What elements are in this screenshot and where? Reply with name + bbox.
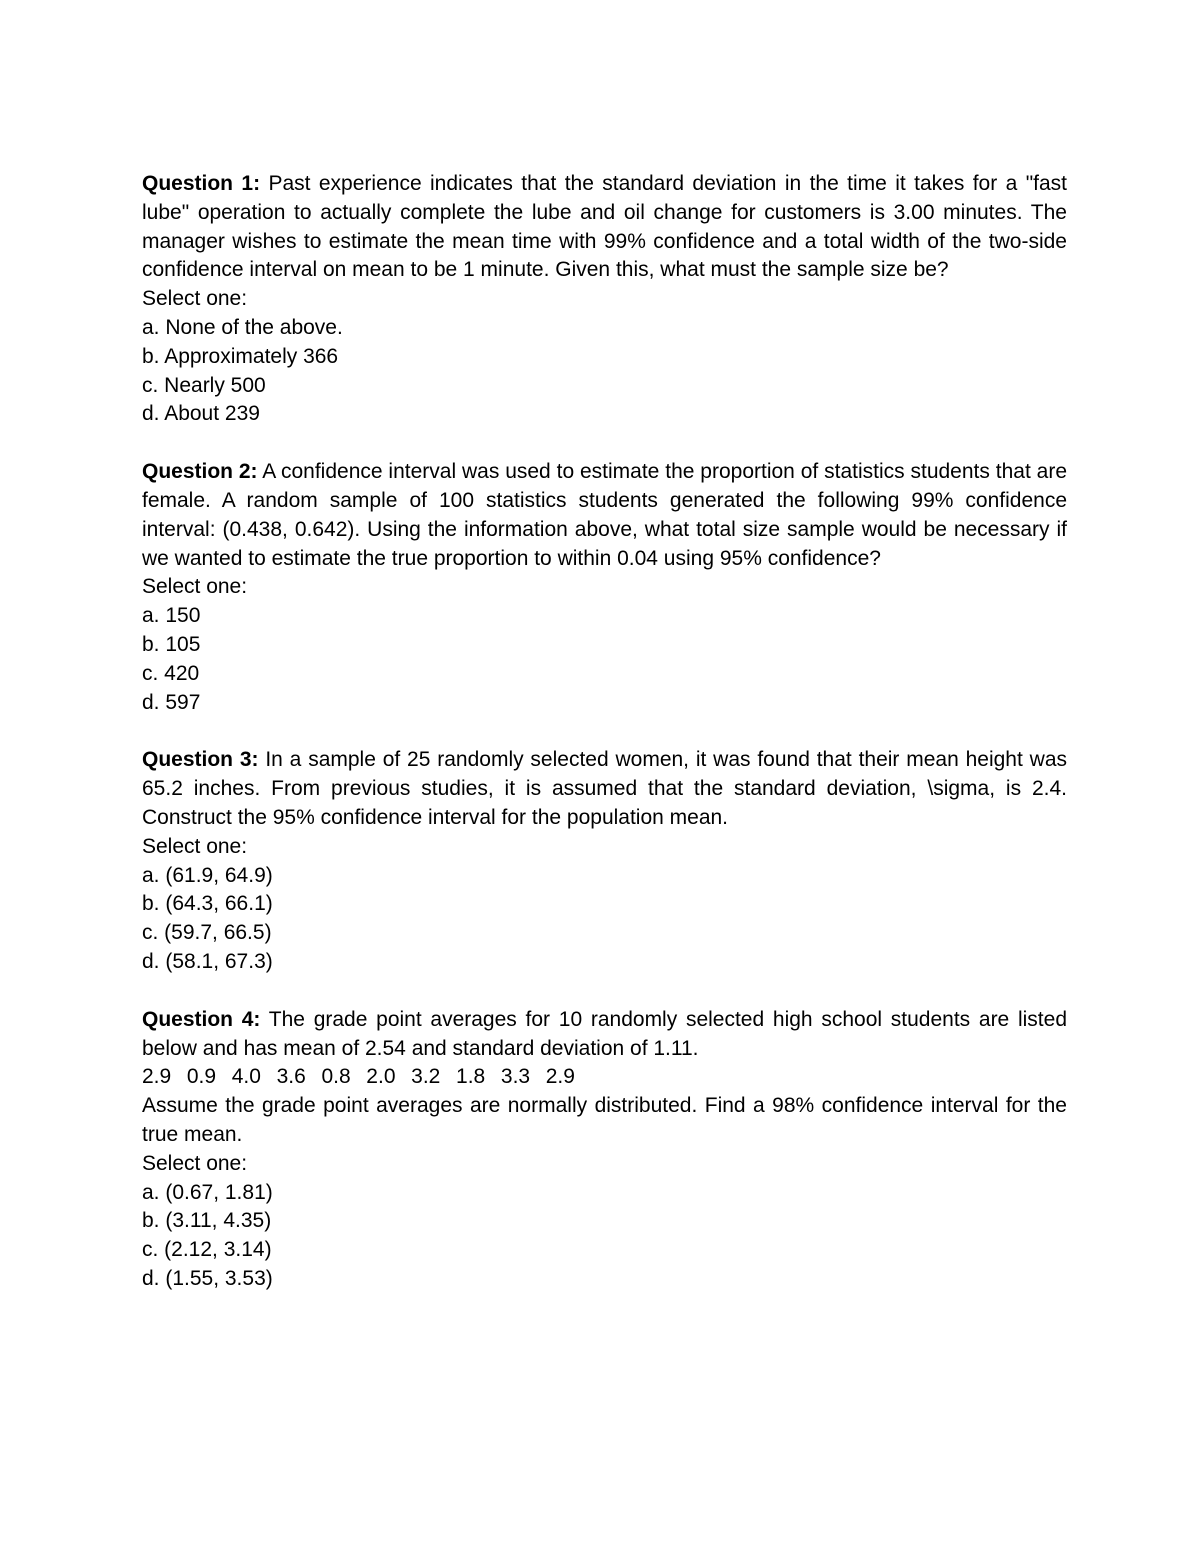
question-stem xyxy=(142,746,1067,832)
answer-option-d: d. 597 xyxy=(142,690,201,714)
question-1 xyxy=(142,170,1067,429)
answer-option-a: a. (0.67, 1.81) xyxy=(142,1180,273,1204)
answer-option-b: b. (64.3, 66.1) xyxy=(142,892,273,916)
question-text: In a sample of 25 randomly selected women, it was found that their mean height was 65.2 inches. From previous studies, it is assumed that the standard deviation, \sigma, is 2.4. Construct the 95% confidence interval for the population mean. xyxy=(142,748,1067,829)
select-prompt: Select one: xyxy=(142,1151,248,1175)
question-text: Past experience indicates that the standard deviation in the time it takes for a "fast lube" operation to actually complete the lube and oil change for customers is 3.00 minutes. The manager wishes to estimate the mean time with 99% confidence and a total width of the two-side confidence interval on mean to be 1 minute. Given this, what must the sample size be? xyxy=(142,172,1067,282)
question-label: Question 3: xyxy=(142,748,259,772)
question-label: Question 4: xyxy=(142,1007,261,1031)
answer-option-c: c. 420 xyxy=(142,661,200,685)
answer-option-c: c. (2.12, 3.14) xyxy=(142,1238,272,1262)
answer-option-c: c. Nearly 500 xyxy=(142,373,266,397)
answer-option-d: d. (58.1, 67.3) xyxy=(142,949,273,973)
question-label: Question 2: xyxy=(142,460,258,484)
answer-option-a: a. (61.9, 64.9) xyxy=(142,863,273,887)
document-page xyxy=(142,170,1067,1323)
answer-option-b: b. Approximately 366 xyxy=(142,344,339,368)
answer-option-b: b. 105 xyxy=(142,632,201,656)
answer-option-a: a. None of the above. xyxy=(142,315,343,339)
question-stem xyxy=(142,170,1067,285)
answer-option-c: c. (59.7, 66.5) xyxy=(142,921,272,945)
select-prompt: Select one: xyxy=(142,287,248,311)
question-label: Question 1: xyxy=(142,172,261,195)
question-text: A confidence interval was used to estimate the proportion of statistics students that are female. A random sample of 100 statistics students generated the following 99% confidence interval: (0.438, 0.642). Using the information above, what total size sample would be necessary if we wanted to estimate the true proportion to within 0.04 using 95% confidence? xyxy=(142,460,1067,570)
answer-option-a: a. 150 xyxy=(142,604,201,628)
answer-option-d: d. About 239 xyxy=(142,402,260,426)
answer-option-b: b. (3.11, 4.35) xyxy=(142,1209,272,1233)
question-stem-continued: Assume the grade point averages are normally distributed. Find a 98% confidence interval for the true mean. xyxy=(142,1094,1067,1146)
answer-option-d: d. (1.55, 3.53) xyxy=(142,1266,273,1290)
question-4 xyxy=(142,1006,1067,1294)
select-prompt: Select one: xyxy=(142,575,248,599)
question-3 xyxy=(142,746,1067,976)
gpa-data-row: 2.9 0.9 4.0 3.6 0.8 2.0 3.2 1.8 3.3 2.9 xyxy=(142,1065,575,1089)
question-2 xyxy=(142,458,1067,717)
question-text: The grade point averages for 10 randomly selected high school students are listed below and has mean of 2.54 and standard deviation of 1.11. xyxy=(142,1007,1067,1060)
select-prompt: Select one: xyxy=(142,834,248,858)
question-stem xyxy=(142,458,1067,573)
question-stem xyxy=(142,1006,1067,1064)
